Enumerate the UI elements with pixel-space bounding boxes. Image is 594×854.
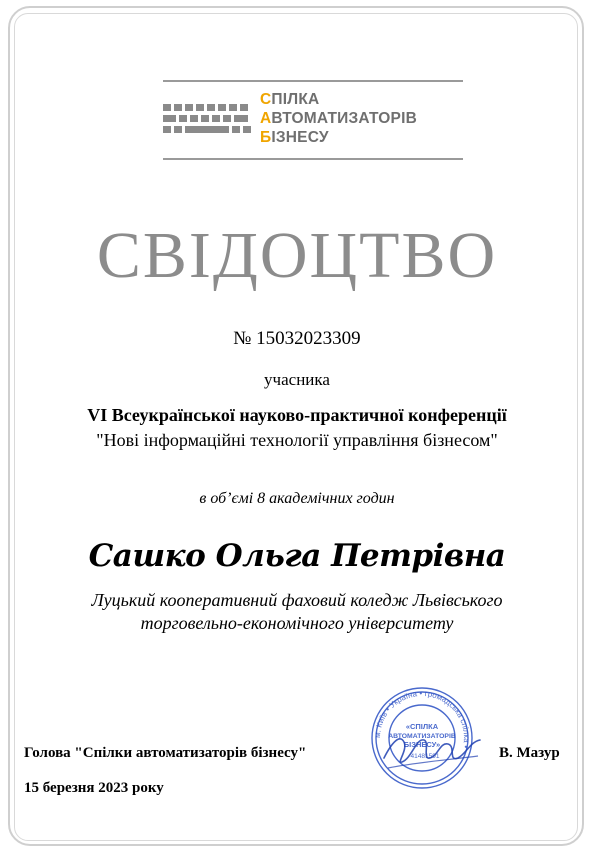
logo-text-2: ВТОМАТИЗАТОРІВ bbox=[271, 110, 417, 127]
stamp-inner-line-1: «СПІЛКА bbox=[405, 722, 439, 731]
organization-line-2: торговельно-економічного університету bbox=[140, 613, 454, 633]
stamp-inner-line-2: АВТОМАТИЗАТОРІВ bbox=[388, 733, 456, 740]
academic-hours: в об’ємі 8 академічних годин bbox=[199, 490, 395, 507]
logo-line-2 bbox=[260, 109, 417, 128]
logo-line-3 bbox=[260, 128, 417, 147]
certificate-title: СВІДОЦТВО bbox=[96, 219, 498, 292]
logo-bottom-rule bbox=[163, 158, 463, 160]
signatory-name: В. Мазур bbox=[499, 745, 560, 761]
logo-top-rule bbox=[163, 80, 463, 82]
organization-logo bbox=[163, 80, 463, 160]
participant-role: учасника bbox=[264, 370, 330, 389]
keyboard-logo-icon bbox=[163, 102, 255, 142]
organization-line-1: Луцький кооперативний фаховий коледж Львівського bbox=[91, 590, 503, 610]
conference-topic: "Нові інформаційні технології управління бізнесом" bbox=[96, 430, 498, 450]
logo-wordmark bbox=[260, 90, 417, 147]
issue-date: 15 березня 2023 року bbox=[24, 780, 164, 796]
logo-text-3: ІЗНЕСУ bbox=[271, 129, 329, 146]
handwritten-signature bbox=[378, 712, 488, 782]
stamp-code: 41481591 bbox=[410, 753, 440, 760]
stamp-inner-line-3: БІЗНЕСУ» bbox=[403, 740, 441, 749]
logo-initial-1: С bbox=[260, 91, 272, 108]
signatory-role: Голова "Спілки автоматизаторів бізнесу" bbox=[24, 745, 307, 761]
certificate-number: № 15032023309 bbox=[233, 328, 361, 349]
participant-name: Сашко Ольга Петрівна bbox=[88, 538, 506, 574]
conference-name: VI Всеукраїнської науково-практичної конференції bbox=[87, 405, 507, 425]
logo-line-1 bbox=[260, 90, 417, 109]
logo-initial-2: А bbox=[260, 110, 272, 127]
logo-text-1: ПІЛКА bbox=[271, 91, 320, 108]
logo-initial-3: Б bbox=[260, 129, 272, 146]
stamp-outer-text: м. Київ • Україна • громадська спілка • bbox=[372, 688, 472, 749]
